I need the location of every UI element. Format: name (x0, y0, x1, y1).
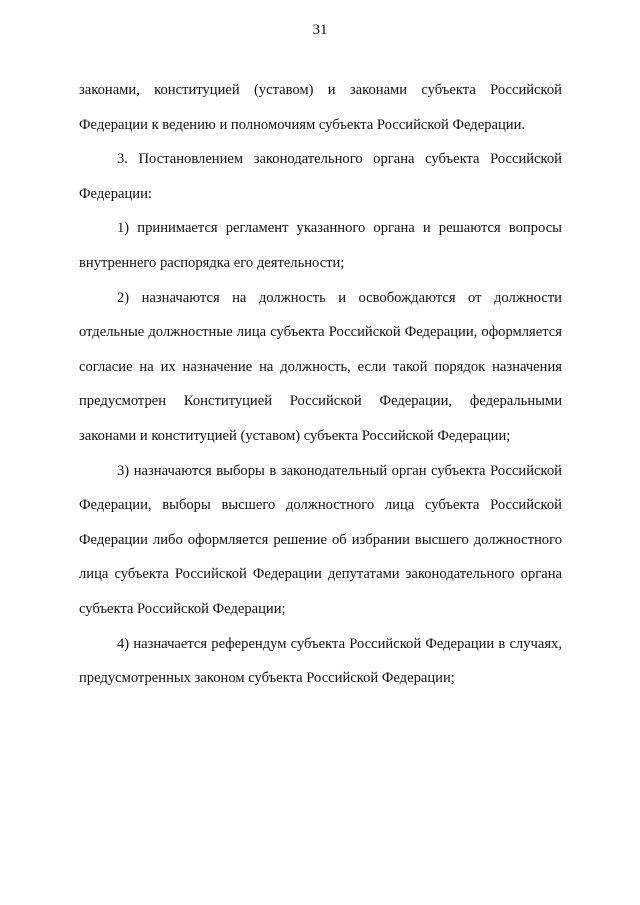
paragraph-item-1: 1) принимается регламент указанного органа и решаются вопросы внутреннего распорядка его деятельности; (79, 220, 562, 271)
paragraph-continuation: законами, конституцией (уставом) и законами субъекта Российской Федерации к ведению и полномочиям субъекта Российской Федерации. (79, 82, 562, 133)
page-number: 31 (312, 22, 328, 38)
paragraph-item-2: 2) назначаются на должность и освобождаются от должности отдельные должностные лица субъекта Российской Федерации, оформляется согласие на их назначение на должность, если такой порядок назначения предусмотрен Конституцией Российской Федерации, федеральными законами и конституцией (уставом) субъекта Российской Федерации; (79, 289, 562, 444)
paragraph-item-4: 4) назначается референдум субъекта Российской Федерации в случаях, предусмотренных законом субъекта Российской Федерации; (79, 635, 562, 687)
paragraph-item-3: 3) назначаются выборы в законодательный орган субъекта Российской Федерации, выборы высшего должностного лица субъекта Российской Федерации либо оформляется решение об избрании высшего должностного лица субъекта Российской Федерации депутатами законодательного органа субъекта Российской Федерации; (79, 462, 562, 617)
document-body (79, 73, 562, 696)
paragraph-section-3: 3. Постановлением законодательного органа субъекта Российской Федерации: (79, 151, 562, 202)
